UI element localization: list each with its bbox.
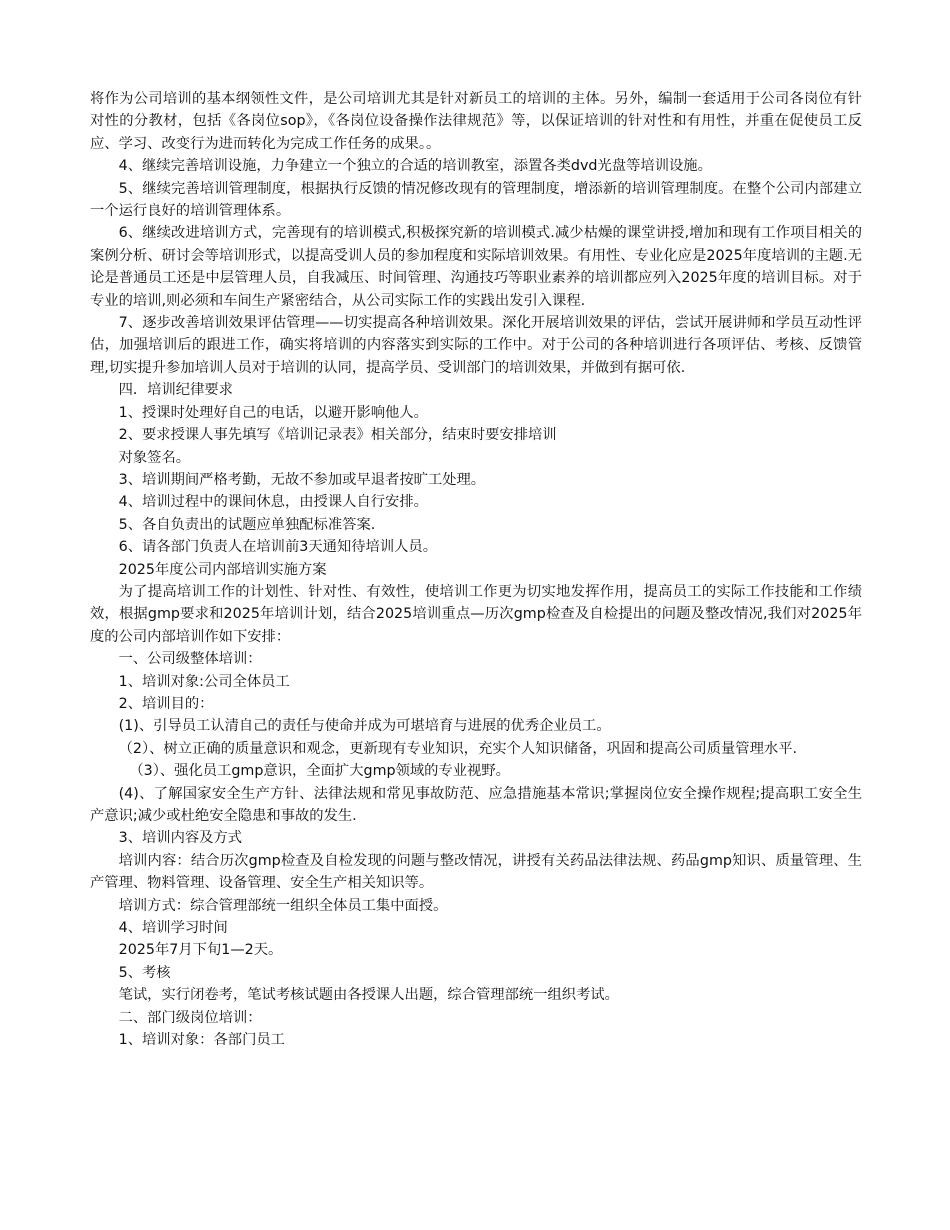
paragraph: 2025年7月下旬1—2天。 xyxy=(118,942,283,959)
paragraph: 培训内容：结合历次gmp检查及自检发现的问题与整改情况，讲授有关药品法律法规、药品gmp知识、质量管理、生产管理、物料管理、设备管理、安全生产相关知识等。 xyxy=(90,852,862,892)
paragraph: 3、培训期间严格考勤，无故不参加或早退者按旷工处理。 xyxy=(118,471,486,488)
paragraph: 二、部门级岗位培训： xyxy=(118,1009,262,1026)
paragraph: 一、公司级整体培训： xyxy=(118,651,262,668)
paragraph: 5、考核 xyxy=(118,964,171,981)
paragraph: 6、继续改进培训方式，完善现有的培训模式,积极探究新的培训模式.减少枯燥的课堂讲授,增加和现有工作项目相关的案例分析、研讨会等培训形式，以提高受训人员的参加程度和实际培训效果。有用性、专业化应是2025年度培训的主题.无论是普通员工还是中层管理人员，自我减压、时间管理、沟通技巧等职业素养的培训都应列入2025年度的培训目标。对于专业的培训,则必须和车间生产紧密结合，从公司实际工作的实践出发引入课程. xyxy=(90,225,862,309)
paragraph: 1、授课时处理好自己的电话，以避开影响他人。 xyxy=(118,404,428,421)
paragraph: 1、培训对象:公司全体员工 xyxy=(118,673,290,690)
paragraph: 培训方式：综合管理部统一组织全体员工集中面授。 xyxy=(118,897,448,914)
paragraph: 笔试，实行闭卷考，笔试考核试题由各授课人出题，综合管理部统一组织考试。 xyxy=(118,987,619,1004)
paragraph: 4、培训学习时间 xyxy=(118,920,228,937)
paragraph: 2025年度公司内部培训实施方案 xyxy=(118,561,327,578)
paragraph: 将作为公司培训的基本纲领性文件，是公司培训尤其是针对新员工的培训的主体。另外，编制一套适用于公司各岗位有针对性的分教材，包括《各岗位sop》，《各岗位设备操作法律规范》等，以保证培训的针对性和有用性，并重在促使员工反应、学习、改变行为进而转化为完成工作任务的成果。。 xyxy=(90,91,862,152)
paragraph: 对象签名。 xyxy=(118,449,191,466)
paragraph: 四．培训纪律要求 xyxy=(118,382,233,399)
paragraph: 2、要求授课人事先填写《培训记录表》相关部分，结束时要安排培训 xyxy=(118,427,557,444)
paragraph: 为了提高培训工作的计划性、针对性、有效性，使培训工作更为切实地发挥作用，提高员工的实际工作技能和工作绩效，根据gmp要求和2025年培训计划，结合2025培训重点—历次gmp检查及自检提出的问题及整改情况,我们对2025年度的公司内部培训作如下安排： xyxy=(90,583,862,645)
paragraph: 4、培训过程中的课间休息，由授课人自行安排。 xyxy=(118,494,428,511)
paragraph: 1、培训对象：各部门员工 xyxy=(118,1032,285,1049)
paragraph: 2、培训目的： xyxy=(118,695,214,712)
paragraph: 7、逐步改善培训效果评估管理——切实提高各种培训效果。深化开展培训效果的评估，尝试开展讲师和学员互动性评估，加强培训后的跟进工作，确实将培训的内容落实到实际的工作中。对于公司的各种培训进行各项评估、考核、反馈管理,切实提升参加培训人员对于培训的认同，提高学员、受训部门的培训效果，并做到有据可依. xyxy=(90,315,862,376)
paragraph: (4)、了解国家安全生产方针、法律法规和常见事故防范、应急措施基本常识;掌握岗位安全操作规程;提高职工安全生产意识;减少或杜绝安全隐患和事故的发生. xyxy=(90,785,862,824)
paragraph: 4、继续完善培训设施，力争建立一个独立的合适的培训教室，添置各类dvd光盘等培训设施。 xyxy=(118,158,712,175)
document-page xyxy=(90,88,862,1051)
paragraph: （2）、树立正确的质量意识和观念，更新现有专业知识，充实个人知识储备，巩固和提高公司质量管理水平. xyxy=(118,740,798,757)
paragraph: 6、请各部门负责人在培训前3天通知待培训人员。 xyxy=(118,539,438,556)
paragraph: (1)、引导员工认清自己的责任与使命并成为可堪培育与进展的优秀企业员工。 xyxy=(118,718,611,735)
paragraph: （3）、强化员工gmp意识，全面扩大gmp领域的专业视野。 xyxy=(129,763,510,780)
paragraph: 5、继续完善培训管理制度，根据执行反馈的情况修改现有的管理制度，增添新的培训管理制度。在整个公司内部建立一个运行良好的培训管理体系。 xyxy=(90,180,862,220)
paragraph: 5、各自负责出的试题应单独配标准答案. xyxy=(118,516,376,533)
paragraph: 3、培训内容及方式 xyxy=(118,830,243,847)
